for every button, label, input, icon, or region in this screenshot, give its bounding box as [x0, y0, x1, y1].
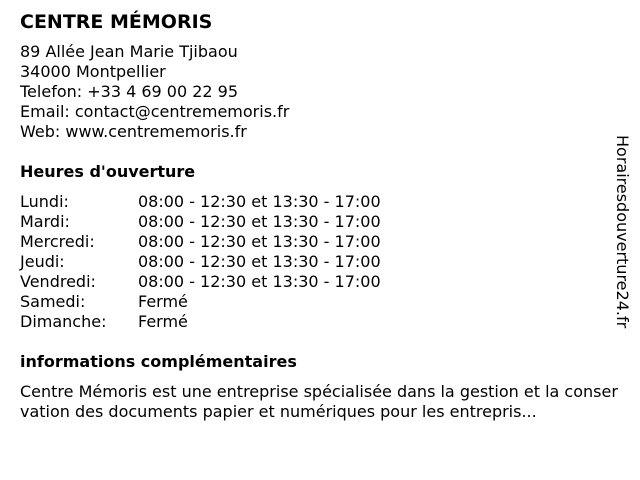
phone-line[interactable]: Telefon: +33 4 69 00 22 95 — [20, 82, 239, 101]
hours-row — [20, 192, 615, 212]
email-line[interactable]: Email: contact@centrememoris.fr — [20, 102, 290, 121]
day-label: Mardi: — [20, 212, 70, 231]
day-hours: 08:00 - 12:30 et 13:30 - 17:00 — [138, 192, 381, 211]
hours-row — [20, 232, 615, 252]
company-name: CENTRE MÉMORIS — [20, 11, 213, 33]
hours-row — [20, 212, 615, 232]
business-card — [20, 10, 618, 422]
day-label: Jeudi: — [20, 252, 65, 271]
address-line-2: 34000 Montpellier — [20, 62, 166, 81]
day-label: Vendredi: — [20, 272, 96, 291]
day-label: Lundi: — [20, 192, 69, 211]
day-hours: 08:00 - 12:30 et 13:30 - 17:00 — [138, 272, 381, 291]
hours-row — [20, 292, 615, 312]
hours-row — [20, 252, 615, 272]
site-watermark: Horairesdouverture24.fr — [613, 135, 632, 329]
day-hours: 08:00 - 12:30 et 13:30 - 17:00 — [138, 232, 381, 251]
day-hours: Fermé — [138, 312, 188, 331]
address-line-1: 89 Allée Jean Marie Tjibaou — [20, 42, 238, 61]
hours-heading: Heures d'ouverture — [20, 162, 196, 181]
day-label: Mercredi: — [20, 232, 95, 251]
hours-row — [20, 272, 615, 292]
info-heading: informations complémentaires — [20, 352, 297, 371]
day-hours: 08:00 - 12:30 et 13:30 - 17:00 — [138, 252, 381, 271]
web-line[interactable]: Web: www.centrememoris.fr — [20, 122, 247, 141]
info-description: Centre Mémoris est une entreprise spécialisée dans la gestion et la conservation des documents papier et numériques pour les entrepris... — [20, 382, 618, 421]
day-hours: 08:00 - 12:30 et 13:30 - 17:00 — [138, 212, 381, 231]
day-label: Samedi: — [20, 292, 86, 311]
hours-row — [20, 312, 615, 332]
day-hours: Fermé — [138, 292, 188, 311]
day-label: Dimanche: — [20, 312, 107, 331]
